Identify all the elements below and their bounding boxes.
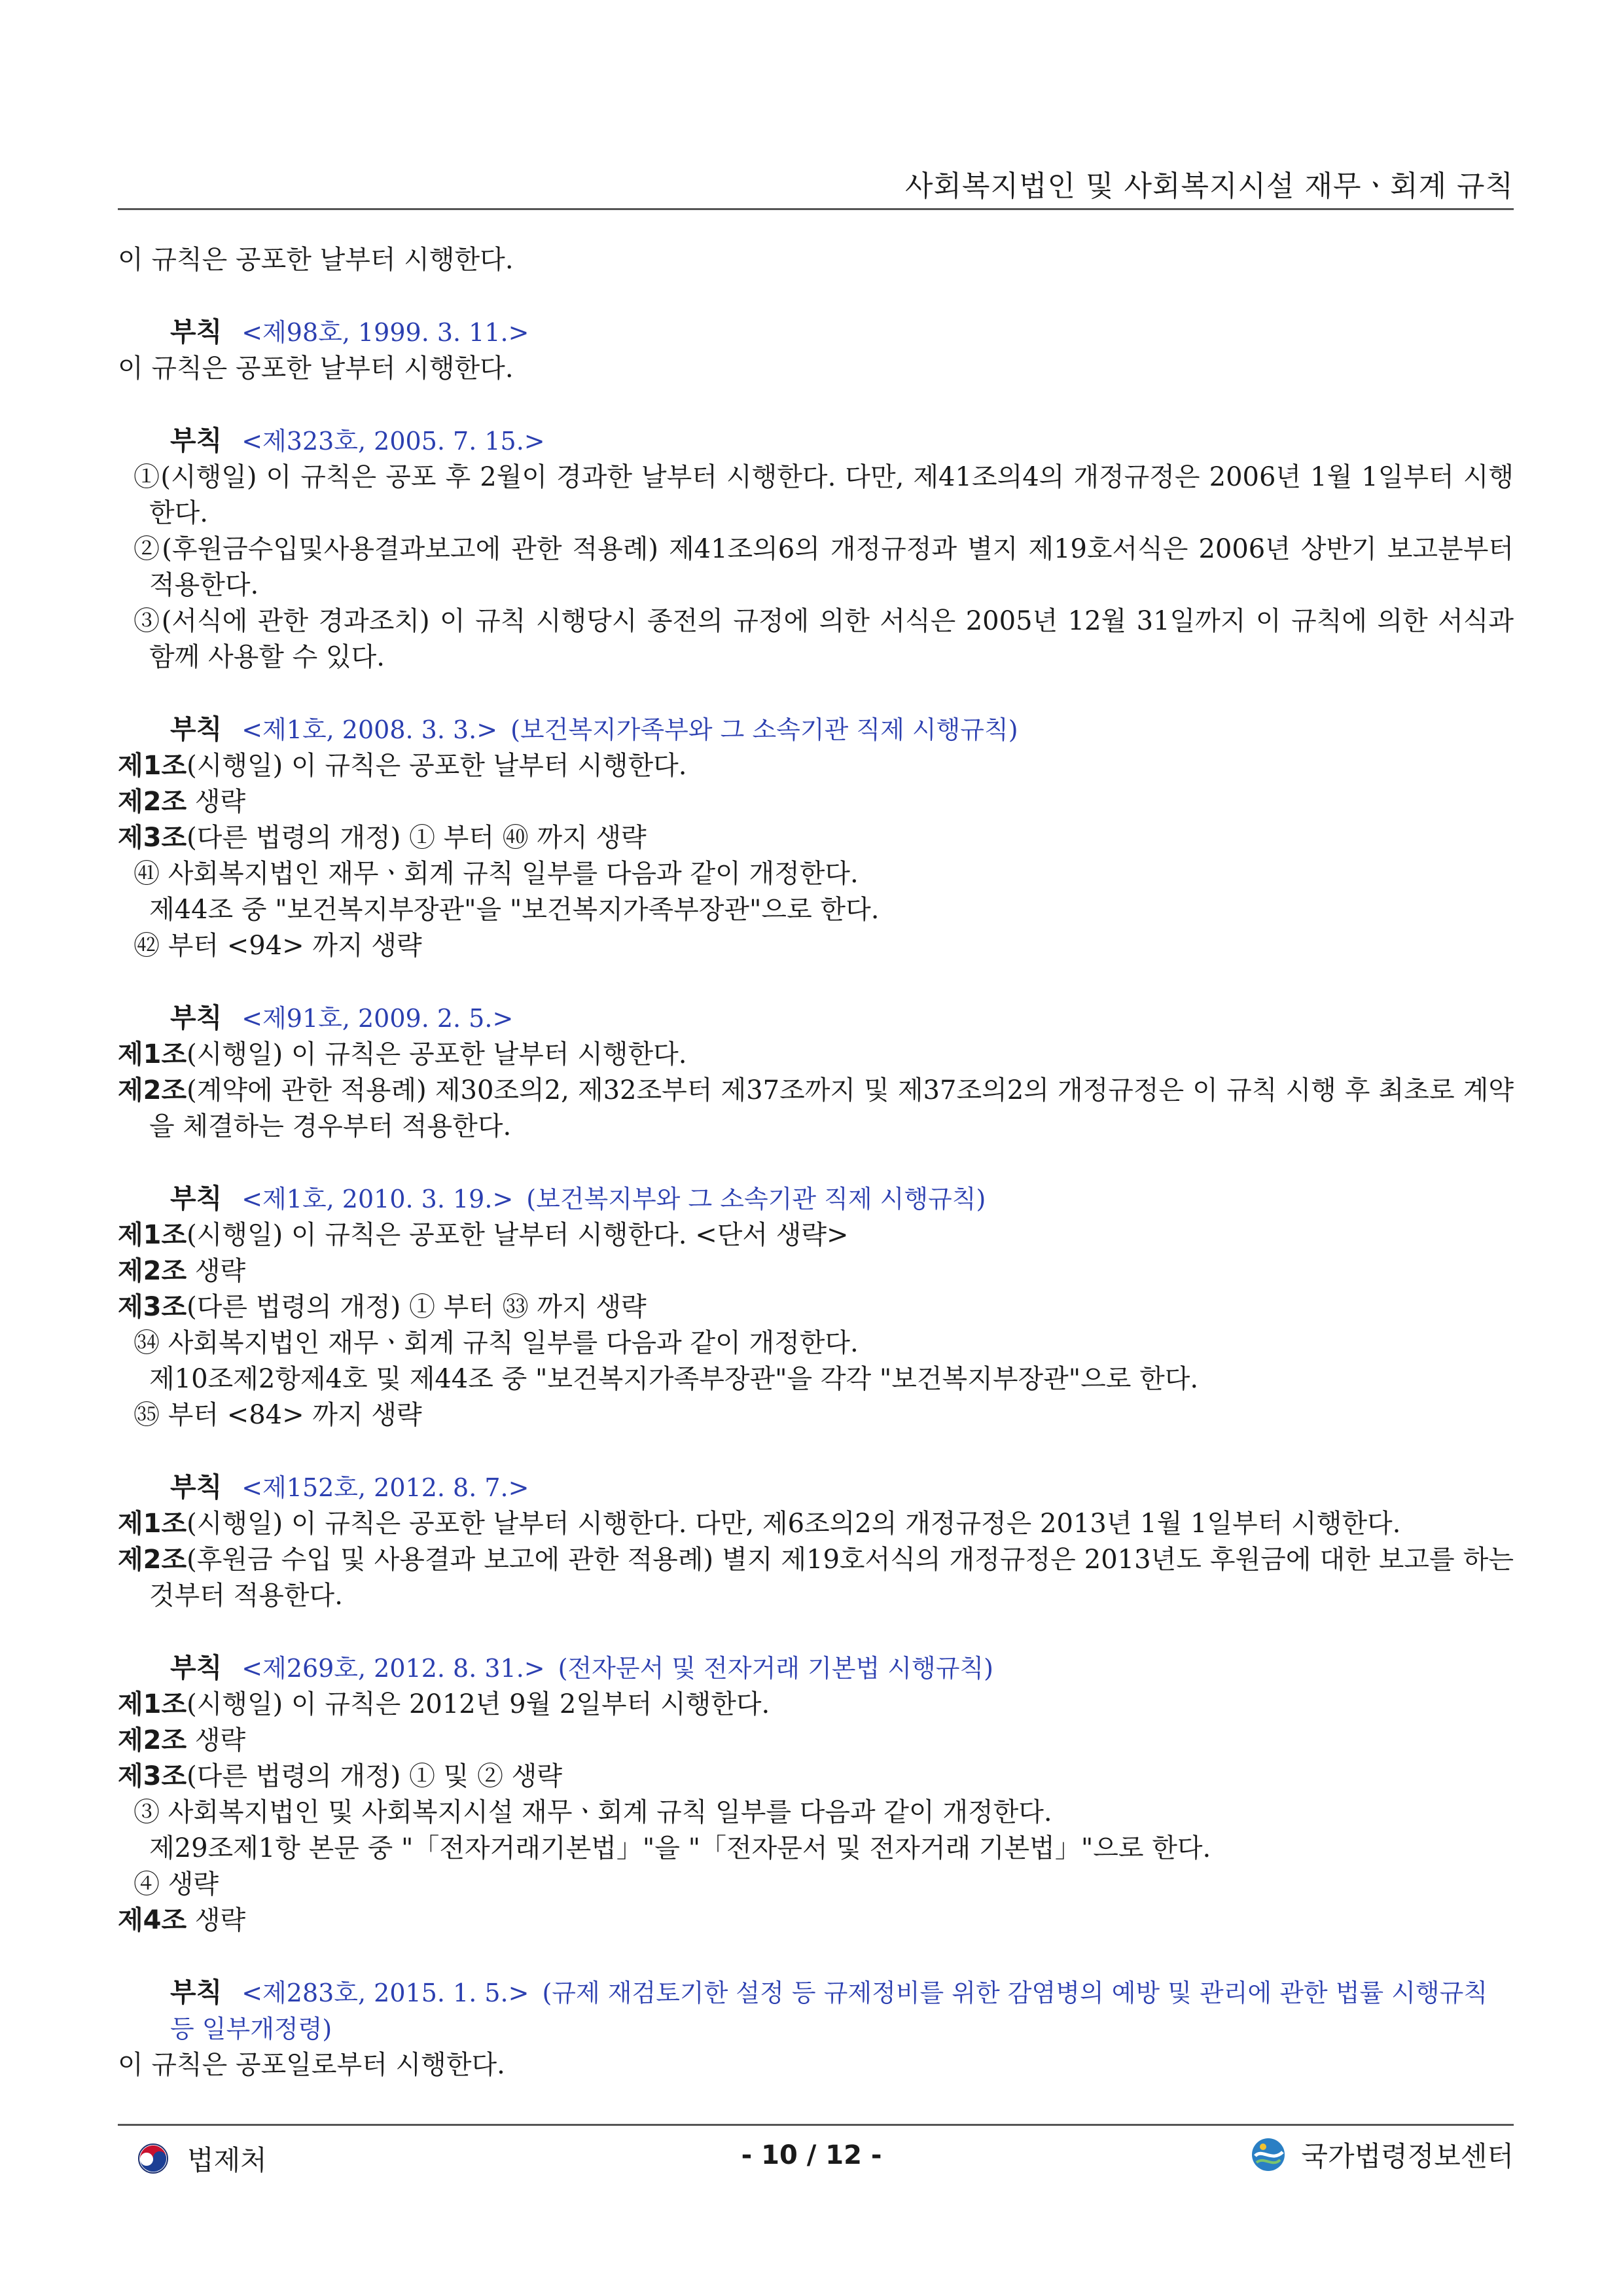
footer-right-label: 국가법령정보센터	[1301, 2140, 1514, 2172]
amendment-item: ㊶ 사회복지법인 재무ㆍ회계 규칙 일부를 다음과 같이 개정한다.	[134, 859, 859, 889]
section-heading	[118, 1469, 1514, 1506]
article-label: 제2조	[118, 1075, 187, 1105]
supplementary-section	[118, 1181, 1514, 1433]
article-text: 생략	[187, 1905, 246, 1935]
article-label: 제3조	[118, 1761, 187, 1791]
page-number: - 10 / 12 -	[741, 2140, 882, 2170]
article	[118, 1759, 1514, 1795]
article	[118, 1217, 1514, 1253]
supplementary-section	[118, 711, 1514, 964]
article-text: 생략	[187, 1256, 246, 1286]
footer-center-logo	[1250, 2135, 1514, 2174]
section-heading	[118, 314, 1514, 351]
section-heading	[118, 423, 1514, 459]
page-header-title: 사회복지법인 및 사회복지시설 재무ㆍ회계 규칙	[904, 170, 1514, 203]
article-label: 제2조	[118, 787, 187, 817]
amendment-item: ④ 생략	[134, 1869, 219, 1899]
article-label: 제1조	[118, 1039, 187, 1069]
article-text: 생략	[187, 787, 246, 817]
amendment-description: (보건복지부와 그 소속기관 직제 시행규칙)	[526, 1185, 986, 1213]
article-text: (시행일) 이 규칙은 공포한 날부터 시행한다.	[187, 751, 687, 781]
footer-divider	[118, 2124, 1514, 2126]
article-text: (다른 법령의 개정) ① 및 ② 생략	[187, 1761, 563, 1791]
article-label: 제1조	[118, 1509, 187, 1539]
amendment-item: ㉞ 사회복지법인 재무ㆍ회계 규칙 일부를 다음과 같이 개정한다.	[134, 1328, 859, 1358]
article-text: (후원금 수입 및 사용결과 보고에 관한 적용례) 별지 제19호서식의 개정규정은 2013년도 후원금에 대한 보고를 하는 것부터 적용한다.	[149, 1545, 1514, 1611]
article	[118, 1723, 1514, 1759]
amendment-ref: <제323호, 2005. 7. 15.>	[241, 427, 545, 456]
article-label: 제2조	[118, 1725, 187, 1755]
document-body	[118, 242, 1514, 2083]
section-label: 부칙	[170, 1002, 223, 1033]
amendment-item: ㊷ 부터 <94> 까지 생략	[134, 931, 422, 961]
amendment-item: 제44조 중 "보건복지부장관"을 "보건복지가족부장관"으로 한다.	[149, 895, 880, 925]
article-text: (시행일) 이 규칙은 2012년 9월 2일부터 시행한다.	[187, 1689, 770, 1719]
supplementary-section	[118, 314, 1514, 387]
article-label: 제3조	[118, 1292, 187, 1322]
section-label: 부칙	[170, 425, 223, 456]
article	[118, 1253, 1514, 1289]
section-label: 부칙	[170, 316, 223, 348]
article-label: 제1조	[118, 751, 187, 781]
article-text: 생략	[187, 1725, 246, 1755]
paragraph: ①(시행일) 이 규칙은 공포 후 2월이 경과한 날부터 시행한다. 다만, 제41조의4의 개정규정은 2006년 1월 1일부터 시행한다.	[134, 462, 1514, 528]
supplementary-section	[118, 423, 1514, 675]
article-text: (다른 법령의 개정) ① 부터 ㊵ 까지 생략	[187, 823, 647, 853]
amendment-description: (규제 재검토기한 설정 등 규제정비를 위한 감염병의 예방 및 관리에 관한 법률 시행규칙 등 일부개정령)	[170, 1979, 1488, 2043]
footer-left-label: 법제처	[187, 2144, 267, 2176]
section-text: 이 규칙은 공포일로부터 시행한다.	[118, 2050, 505, 2080]
supplementary-section	[118, 1469, 1514, 1614]
supplementary-section	[118, 1975, 1514, 2083]
section-label: 부칙	[170, 713, 223, 745]
article	[118, 1542, 1514, 1614]
section-heading	[118, 1000, 1514, 1037]
article	[118, 748, 1514, 784]
section-text: 이 규칙은 공포한 날부터 시행한다.	[118, 353, 514, 384]
section-label: 부칙	[170, 1977, 223, 2008]
article	[118, 1506, 1514, 1542]
amendment-ref: <제269호, 2012. 8. 31.>	[241, 1654, 545, 1683]
supplementary-section	[118, 1650, 1514, 1939]
intro-text: 이 규칙은 공포한 날부터 시행한다.	[118, 245, 514, 275]
article	[118, 820, 1514, 856]
amendment-ref: <제1호, 2008. 3. 3.>	[241, 715, 498, 744]
amendment-ref: <제283호, 2015. 1. 5.>	[241, 1979, 529, 2007]
amendment-ref: <제1호, 2010. 3. 19.>	[241, 1185, 514, 1213]
amendment-ref: <제91호, 2009. 2. 5.>	[241, 1004, 514, 1033]
globe-logo-icon	[1250, 2136, 1287, 2173]
section-heading	[118, 1650, 1514, 1687]
article	[118, 784, 1514, 820]
section-label: 부칙	[170, 1183, 223, 1214]
section-heading	[118, 1181, 1514, 1217]
article	[118, 1687, 1514, 1723]
article-text: (다른 법령의 개정) ① 부터 ㉝ 까지 생략	[187, 1292, 647, 1322]
section-label: 부칙	[170, 1471, 223, 1503]
section-label: 부칙	[170, 1652, 223, 1683]
article	[118, 1037, 1514, 1073]
article	[118, 1903, 1514, 1939]
article	[118, 1289, 1514, 1325]
article-label: 제2조	[118, 1256, 187, 1286]
article-label: 제2조	[118, 1545, 187, 1575]
article-label: 제4조	[118, 1905, 187, 1935]
amendment-description: (보건복지가족부와 그 소속기관 직제 시행규칙)	[510, 715, 1018, 744]
amendment-item: ③ 사회복지법인 및 사회복지시설 재무ㆍ회계 규칙 일부를 다음과 같이 개정한다.	[134, 1797, 1052, 1827]
article-text: (시행일) 이 규칙은 공포한 날부터 시행한다. <단서 생략>	[187, 1220, 849, 1250]
amendment-ref: <제98호, 1999. 3. 11.>	[241, 318, 529, 347]
article-text: (시행일) 이 규칙은 공포한 날부터 시행한다. 다만, 제6조의2의 개정규정은 2013년 1월 1일부터 시행한다.	[187, 1509, 1401, 1539]
amendment-description: (전자문서 및 전자거래 기본법 시행규칙)	[558, 1654, 993, 1683]
section-heading	[118, 711, 1514, 748]
amendment-item: 제10조제2항제4호 및 제44조 중 "보건복지가족부장관"을 각각 "보건복지부장관"으로 한다.	[149, 1364, 1199, 1394]
header-divider	[118, 208, 1514, 210]
amendment-ref: <제152호, 2012. 8. 7.>	[241, 1473, 529, 1502]
paragraph: ②(후원금수입및사용결과보고에 관한 적용례) 제41조의6의 개정규정과 별지 제19호서식은 2006년 상반기 보고분부터 적용한다.	[134, 534, 1514, 600]
article	[118, 1073, 1514, 1145]
article-text: (계약에 관한 적용례) 제30조의2, 제32조부터 제37조까지 및 제37조의2의 개정규정은 이 규칙 시행 후 최초로 계약을 체결하는 경우부터 적용한다.	[149, 1075, 1514, 1141]
amendment-item: ㉟ 부터 <84> 까지 생략	[134, 1400, 422, 1430]
paragraph: ③(서식에 관한 경과조치) 이 규칙 시행당시 종전의 규정에 의한 서식은 2005년 12월 31일까지 이 규칙에 의한 서식과 함께 사용할 수 있다.	[134, 606, 1514, 672]
article-text: (시행일) 이 규칙은 공포한 날부터 시행한다.	[187, 1039, 687, 1069]
article-label: 제1조	[118, 1220, 187, 1250]
supplementary-section	[118, 1000, 1514, 1145]
section-heading	[118, 1975, 1514, 2047]
article-label: 제3조	[118, 823, 187, 853]
amendment-item: 제29조제1항 본문 중 "「전자거래기본법」"을 "「전자문서 및 전자거래 기본법」"으로 한다.	[149, 1833, 1211, 1863]
article-label: 제1조	[118, 1689, 187, 1719]
